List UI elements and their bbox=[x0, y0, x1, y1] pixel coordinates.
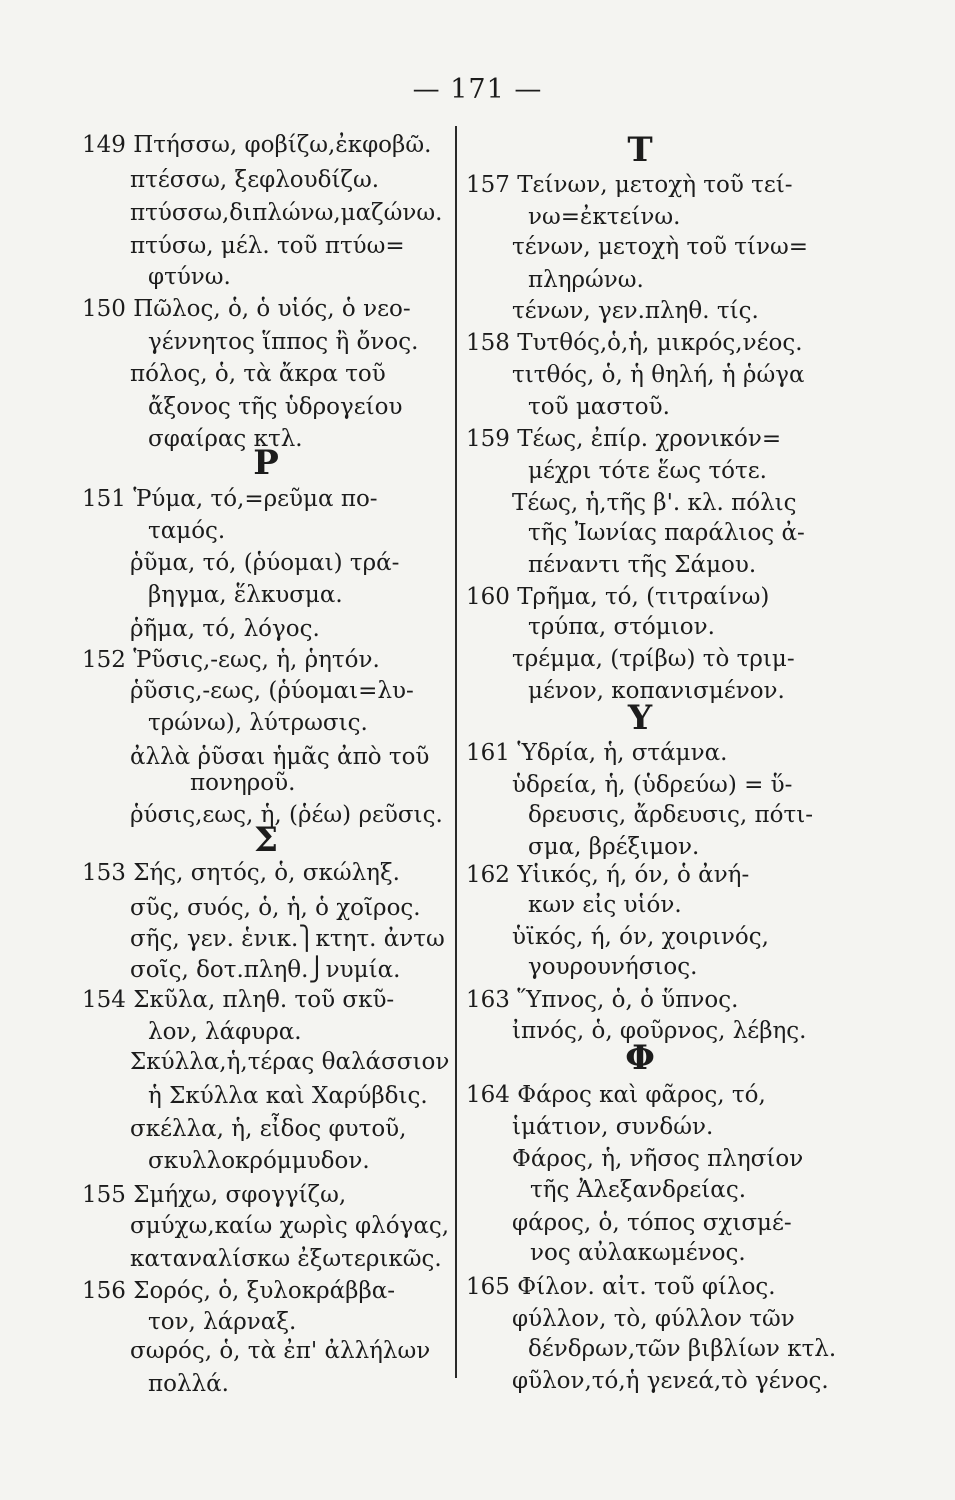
right-line-18: 161 Ὑδρία, ἡ, στάμνα. bbox=[466, 740, 728, 766]
right-line-30: Φάρος, ἡ, νῆσος πλησίον bbox=[512, 1146, 804, 1172]
right-line-35: φύλλον, τὸ, φύλλον τῶν bbox=[512, 1306, 795, 1332]
left-line-3: πτύσσω,διπλώνω,μαζώνω. bbox=[130, 200, 443, 226]
left-line-35: 156 Σορός, ὁ, ξυλοκράββα- bbox=[82, 1278, 396, 1304]
right-line-33: νος αὐλακωμένος. bbox=[530, 1240, 746, 1266]
right-line-28: 164 Φάρος καὶ φᾶρος, τό, bbox=[466, 1082, 766, 1108]
left-line-33: σμύχω,καίω χωρὶς φλόγας, bbox=[130, 1213, 450, 1239]
left-line-26: 154 Σκῦλα, πληθ. τοῦ σκῦ- bbox=[82, 987, 395, 1013]
left-line-22: 153 Σής, σητός, ὁ, σκώληξ. bbox=[82, 860, 400, 886]
right-line-12: τῆς Ἰωνίας παράλιος ἀ- bbox=[528, 520, 805, 546]
left-line-7: γέννητος ἵππος ἢ ὄνος. bbox=[148, 329, 419, 355]
right-line-19: ὑδρεία, ἡ, (ὑδρεύω) = ὕ- bbox=[512, 772, 793, 798]
right-section-letter-2: Υ bbox=[627, 698, 653, 738]
left-line-13: ῥῦμα, τό, (ῥύομαι) τρά- bbox=[130, 550, 400, 576]
left-line-2: πτέσσω, ξεφλουδίζω. bbox=[130, 167, 380, 193]
right-line-6: 158 Τυτθός,ὁ,ἡ, μικρός,νέος. bbox=[466, 330, 803, 356]
left-line-36: τον, λάρναξ. bbox=[148, 1309, 297, 1335]
right-line-16: τρέμμα, (τρίβω) τὸ τριμ- bbox=[512, 646, 795, 672]
left-line-31: σκυλλοκρόμμυδον. bbox=[148, 1148, 370, 1174]
left-line-21: ῥύσις,εως, ἡ, (ῥέω) ρεῦσις. bbox=[130, 802, 443, 828]
left-line-6: 150 Πῶλος, ὁ, ὁ υἱός, ὁ νεο- bbox=[82, 296, 411, 322]
right-section-letter-1: Τ bbox=[627, 130, 653, 170]
left-line-23: σῦς, συός, ὁ, ἡ, ὁ χοῖρος. bbox=[130, 895, 421, 921]
right-line-10: μέχρι τότε ἕως τότε. bbox=[528, 458, 767, 484]
left-line-9: ἄξονος τῆς ὑδρογείου bbox=[148, 394, 403, 420]
right-line-15: τρύπα, στόμιον. bbox=[528, 614, 715, 640]
page-number: — 171 — bbox=[412, 74, 543, 105]
right-line-7: τιτθός, ὁ, ἡ θηλή, ἡ ῥώγα bbox=[512, 362, 805, 388]
right-line-11: Τέως, ἡ,τῆς β'. κλ. πόλις bbox=[512, 490, 797, 516]
right-line-22: 162 Υἱικός, ή, όν, ὁ ἀνή- bbox=[466, 862, 750, 888]
left-section-letter-2: Σ bbox=[253, 820, 279, 860]
left-line-20: πονηροῦ. bbox=[190, 770, 296, 796]
right-line-8: τοῦ μαστοῦ. bbox=[528, 394, 670, 420]
left-line-12: ταμός. bbox=[148, 518, 226, 544]
left-line-10: σφαίρας κτλ. bbox=[148, 426, 303, 452]
right-line-14: 160 Τρῆμα, τό, (τιτραίνω) bbox=[466, 584, 770, 610]
left-line-34: καταναλίσκω ἐξωτερικῶς. bbox=[130, 1246, 442, 1272]
left-line-17: ῥῦσις,-εως, (ῥύομαι=λυ- bbox=[130, 678, 414, 704]
right-line-5: τένων, γεν.πληθ. τίς. bbox=[512, 298, 759, 324]
right-line-31: τῆς Ἀλεξανδρείας. bbox=[530, 1177, 747, 1203]
right-line-4: πληρώνω. bbox=[528, 267, 644, 293]
left-line-11: 151 Ῥύμα, τό,=ρεῦμα πο- bbox=[82, 486, 378, 512]
left-line-16: 152 Ῥῦσις,-εως, ἡ, ῥητόν. bbox=[82, 647, 380, 673]
right-line-27: ἰπνός, ὁ, φοῦρνος, λέβης. bbox=[512, 1018, 807, 1044]
right-line-9: 159 Τέως, ἐπίρ. χρονικόν= bbox=[466, 426, 782, 452]
right-line-17: μένον, κοπανισμένον. bbox=[528, 678, 785, 704]
left-line-28: Σκύλλα,ἡ,τέρας θαλάσσιον bbox=[130, 1049, 450, 1075]
right-line-13: πέναντι τῆς Σάμου. bbox=[528, 552, 757, 578]
right-line-26: 163 Ὕπνος, ὁ, ὁ ὕπνος. bbox=[466, 987, 739, 1013]
left-line-25: σοῖς, δοτ.πληθ.⎭νυμία. bbox=[130, 957, 401, 983]
left-line-27: λον, λάφυρα. bbox=[148, 1019, 302, 1045]
left-line-1: 149 Πτήσσω, φοβίζω,ἐκφοβῶ. bbox=[82, 132, 432, 158]
left-section-letter-1: Ρ bbox=[253, 443, 279, 483]
column-divider bbox=[455, 126, 457, 1378]
left-line-18: τρώνω), λύτρωσις. bbox=[148, 710, 368, 736]
left-line-15: ῥῆμα, τό, λόγος. bbox=[130, 616, 320, 642]
right-line-2: νω=ἐκτείνω. bbox=[528, 204, 681, 230]
right-line-21: σμα, βρέξιμον. bbox=[528, 834, 700, 860]
left-line-14: βηγμα, ἕλκυσμα. bbox=[148, 582, 343, 608]
right-line-25: γουρουνήσιος. bbox=[528, 954, 698, 980]
left-line-24: σῆς, γεν. ἑνικ.⎫κτητ. ἀντω bbox=[130, 926, 445, 952]
left-line-37: σωρός, ὁ, τὰ ἐπ' ἀλλήλων bbox=[130, 1338, 431, 1364]
left-line-19: ἀλλὰ ῥῦσαι ἡμᾶς ἀπὸ τοῦ bbox=[130, 744, 430, 770]
right-line-32: φάρος, ὁ, τόπος σχισμέ- bbox=[512, 1210, 792, 1236]
right-line-1: 157 Τείνων, μετοχὴ τοῦ τεί- bbox=[466, 172, 793, 198]
right-section-letter-3: Φ bbox=[625, 1038, 655, 1078]
right-line-24: ὑϊκός, ή, όν, χοιρινός, bbox=[512, 924, 769, 950]
left-line-8: πόλος, ὁ, τὰ ἄκρα τοῦ bbox=[130, 361, 386, 387]
left-line-32: 155 Σμήχω, σφογγίζω, bbox=[82, 1182, 347, 1208]
left-line-29: ἡ Σκύλλα καὶ Χαρύβδις. bbox=[148, 1083, 428, 1109]
left-line-38: πολλά. bbox=[148, 1371, 229, 1397]
right-line-36: δένδρων,τῶν βιβλίων κτλ. bbox=[528, 1336, 837, 1362]
left-line-5: φτύνω. bbox=[148, 264, 231, 290]
left-line-30: σκέλλα, ἡ, εἶδος φυτοῦ, bbox=[130, 1116, 407, 1142]
right-line-37: φῦλον,τό,ἡ γενεά,τὸ γένος. bbox=[512, 1368, 829, 1394]
right-line-3: τένων, μετοχὴ τοῦ τίνω= bbox=[512, 234, 809, 260]
right-line-20: δρευσις, ἄρδευσις, πότι- bbox=[528, 802, 813, 828]
right-line-34: 165 Φίλον. αἰτ. τοῦ φίλος. bbox=[466, 1274, 776, 1300]
right-line-23: κων εἰς υἱόν. bbox=[528, 892, 682, 918]
left-line-4: πτύσω, μέλ. τοῦ πτύω= bbox=[130, 233, 405, 259]
right-line-29: ἱμάτιον, συνδών. bbox=[512, 1114, 714, 1140]
